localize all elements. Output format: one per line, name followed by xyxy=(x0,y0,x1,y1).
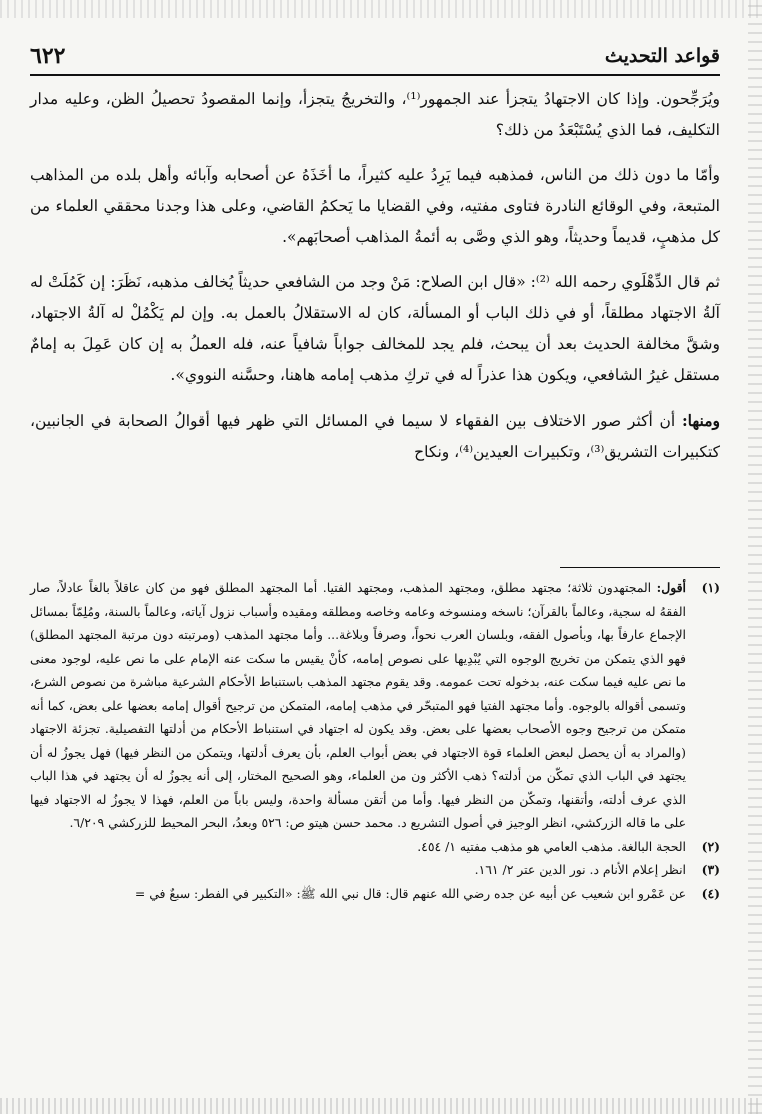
footnote-separator xyxy=(560,567,720,568)
footnote-number: (٢) xyxy=(701,838,720,854)
page-edge-bottom xyxy=(0,1098,762,1114)
footnote-text xyxy=(30,835,686,859)
footnote-1 xyxy=(30,576,720,835)
footnote-text xyxy=(30,576,686,835)
footnote-body: الحجة البالغة. مذهب العامي هو مذهب مفتيه ١/ ٤٥٤. xyxy=(417,838,686,854)
footnote-2 xyxy=(30,835,720,859)
footnote-text xyxy=(30,858,686,882)
page-header xyxy=(30,40,720,72)
footnote-number: (٣) xyxy=(701,862,720,877)
footnote-3 xyxy=(30,858,720,882)
footnote-body: عن عَمْرو ابن شعيب عن أبيه عن جده رضي الله عنهم قال: قال نبي الله ﷺ: «التكبير في الفطر: سبعٌ في = xyxy=(134,885,686,901)
running-title: قواعد التحديث xyxy=(604,45,720,67)
paragraph-4-text: أن أكثر صور الاختلاف بين الفقهاء لا سيما في المسائل التي ظهر فيها أقوالُ الصحابة في الجانبين، كتكبيرات التشريق⁽³⁾، وتكبيرات العيدين⁽⁴⁾، ونكاح xyxy=(30,412,720,461)
footnote-lead: أقول: xyxy=(656,580,686,595)
footnote-body: المجتهدون ثلاثة؛ مجتهد مطلق، ومجتهد المذهب، ومجتهد الفتيا. أما المجتهد المطلق فهو من كان عاقلاً بالغاً عادلاً، صار الفقهُ له سجية، وعالماً بالقرآن؛ ناسخه ومنسوخه وعامه وخاصه ومطلقه ومقيده وأسباب نزول آياته، وعالماً بالسنة، ومُلِمّاً بمسائل الإجماع عارفاً بها، وبأصول الفقه، وبلسان العرب نحواً، وصرفاً وبلاغة... وأما مجتهد المذهب (ومرتبته دون مرتبة المجتهد المطلق) فهو الذي يتمكن من تخريج الوجوه التي يُبْدِيها على نصوص إمامه، كأنْ يقيس ما سكت عنه الإمام على ما نص عليه، لوجود معنى ما نص عليه فيما سكت عنه، بدخوله تحت عمومه. وقد يقوم مجتهد المذهب باستنباط الأحكام الشرعية مباشرة من نصوص الشرع، وتسمى أقواله بالوجوه. وأما مجتهد الفتيا فهو المتبحّر في مذهب إمامه، المتمكن من ترجيح أقوال إمامه بعضها على بعض، كما أنه متمكن من ترجيح وجوه الأصحاب بعضها على بعض. وقد يكون له اجتهاد في استنباط الأحكام من أدلتها التفصيلية. تجزئة الاجتهاد (والمراد به أن يحصل لبعض العلماء قوة الاجتهاد في بعض أبواب العلم، بأن يعرف أدلتها، ويتمكن من النظر فيها) فهل يجوزُ له أن يجتهد في الباب الذي تمكّن من أدلته؟ ذهب الأكثر ون من العلماء، وهو الصحيح المختار، إلى أنه يجوزُ له أن يجتهد في هذا الباب الذي عرف أدلته، وأتقنها، وتمكّن من النظر فيها. وأما من أتقن مسألة واحدة، وليس باباً من العلم، فهذا لا يجوزُ له الاجتهاد فيها على ما قاله الزركشي، انظر الوجيز في أصول التشريع د. محمد حسن هيتو ص: ٥٢٦ وبعدُ، البحر المحيط للزركشي ٦/٢٠٩. xyxy=(30,580,686,830)
footnote-number: (١) xyxy=(701,580,720,595)
page-edge-top xyxy=(0,0,762,18)
paragraph-4 xyxy=(30,405,720,468)
footnotes xyxy=(30,576,720,905)
footnote-4 xyxy=(30,882,720,906)
main-text xyxy=(30,84,720,482)
paragraph-1: ويُرَجِّحون. وإذا كان الاجتهادُ يتجزأ عند الجمهور⁽¹⁾، والتخريجُ يتجزأ، وإنما المقصودُ تحصيلُ الظن، وعليه مدار التكليف، فما الذي يُسْتَبْعَدُ من ذلك؟ xyxy=(30,90,720,139)
footnote-body: انظر إعلام الأنام د. نور الدين عتر ٢/ ١٦١. xyxy=(474,862,686,877)
page-number: ٦٢٢ xyxy=(30,43,66,69)
paragraph-3: ثم قال الدِّهْلَوي رحمه الله ⁽²⁾: «قال ابن الصلاح: مَنْ وجد من الشافعي حديثاً يُخالف مذهبه، نَظَرَ: إن كَمُلَتْ له آلةُ الاجتهاد مطلقاً، أو في ذلك الباب أو المسألة، كان له الاستقلالُ بالعمل به. وإن لم يَكْمُلْ له آلةُ الاجتهاد، وشقَّ مخالفة الحديث بعد أن يبحث، فلم يجد للمخالف جواباً شافياً عنه، فله العملُ به إن كان عَمِلَ به إمامٌ مستقل غيرُ الشافعي، ويكون هذا عذراً له في تركِ مذهب إمامه هاهنا، وحسَّنه النووي». xyxy=(30,273,720,384)
footnote-text xyxy=(30,882,686,906)
footnote-number: (٤) xyxy=(701,885,720,901)
paragraph-2: وأمّا ما دون ذلك من الناس، فمذهبه فيما يَرِدُ عليه كثيراً، ما أخَذَهُ عن أصحابه وآبائه وأهل بلده من المذاهب المتبعة، وفي الوقائع النادرة فتاوى مفتيه، وفي القضايا ما يَحكمُ القاضي، وعلى هذا وجدنا محققي العلماء من كل مذهبٍ، قديماً وحديثاً، وهو الذي وصَّى به أئمةُ المذاهب أصحابَهم». xyxy=(30,166,720,246)
page-edge-right xyxy=(748,0,762,1114)
paragraph-4-lead: ومنها: xyxy=(681,411,720,430)
header-rule xyxy=(30,74,720,76)
